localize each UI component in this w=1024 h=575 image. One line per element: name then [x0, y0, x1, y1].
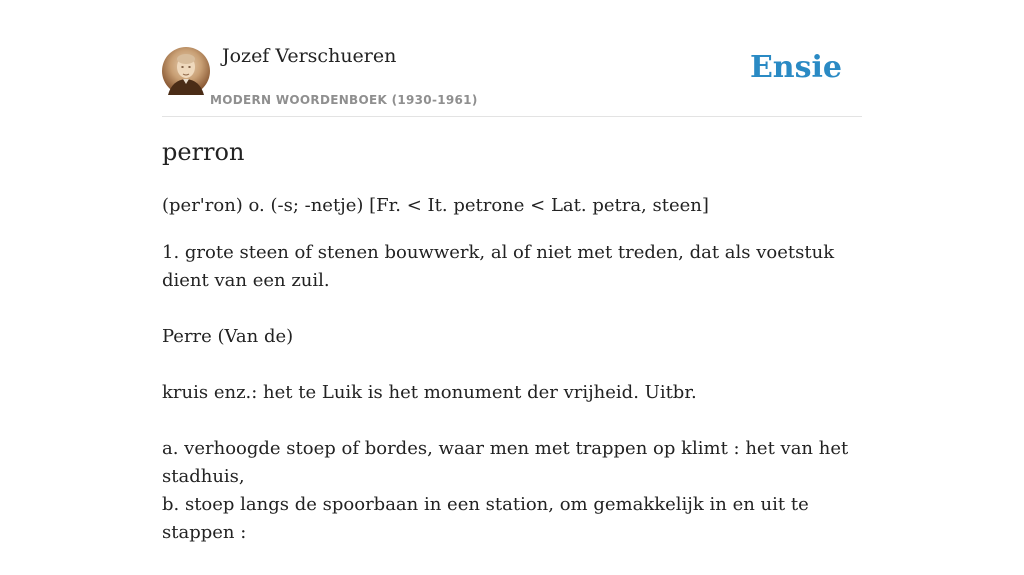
definition-1: 1. grote steen of stenen bouwwerk, al of niet met treden, dat als voetstuk dient van een zuil.: [162, 242, 835, 291]
entry-body: [162, 192, 862, 575]
sense-b: b. stoep langs de spoorbaan in een station, om gemakkelijk in en uit te stappen :: [162, 494, 809, 543]
author-name[interactable]: Jozef Verschueren: [222, 45, 397, 67]
author-portrait-icon: [162, 47, 210, 95]
senses: [162, 435, 862, 547]
author-avatar[interactable]: [162, 47, 210, 95]
reference-perre: Perre (Van de): [162, 326, 294, 347]
ensie-logo[interactable]: Ensie: [749, 50, 842, 85]
header: [162, 0, 862, 117]
sense-a: a. verhoogde stoep of bordes, waar men met trappen op klimt : het van het stadhuis,: [162, 438, 849, 487]
headword: perron: [162, 138, 245, 166]
content-container: [162, 0, 862, 543]
etymology: (per'ron) o. (-s; -netje) [Fr. < It. petrone < Lat. petra, steen]: [162, 195, 709, 216]
reference-kruis: kruis enz.: het te Luik is het monument der vrijheid. Uitbr.: [162, 382, 697, 403]
source-label[interactable]: MODERN WOORDENBOEK (1930-1961): [210, 93, 478, 107]
